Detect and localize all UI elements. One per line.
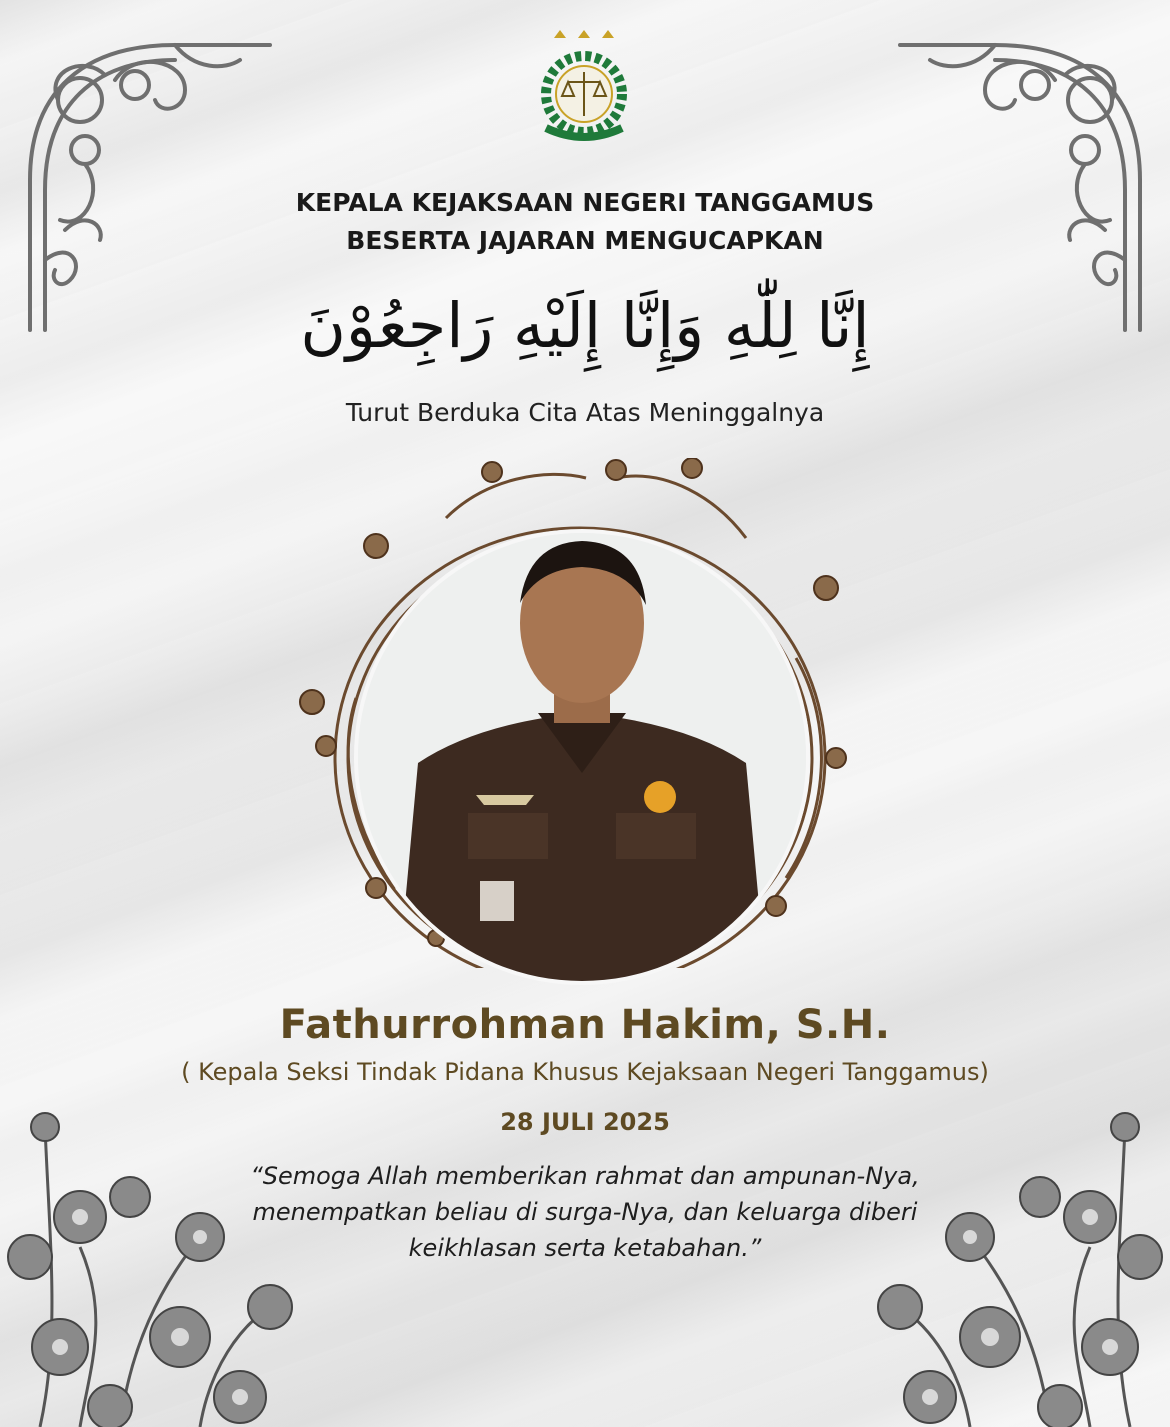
deceased-position: ( Kepala Seksi Tindak Pidana Khusus Kejaksaan Negeri Tanggamus) (181, 1058, 989, 1086)
prayer-line-1: “Semoga Allah memberikan rahmat dan ampunan-Nya, (250, 1162, 920, 1190)
arabic-istirja-phrase: إِنَّا لِلّٰهِ وَإِنَّا إِلَيْهِ رَاجِعُوْنَ (300, 289, 870, 362)
kejaksaan-emblem-icon (532, 28, 636, 146)
header-line-1: KEPALA KEJAKSAAN NEGERI TANGGAMUS (295, 188, 875, 217)
prayer-line-2: menempatkan beliau di surga-Nya, dan keluarga diberi (252, 1198, 918, 1226)
date-of-passing: 28 JULI 2025 (500, 1108, 670, 1136)
prayer-line-3: keikhlasan serta ketabahan.” (408, 1234, 762, 1262)
condolence-line: Turut Berduka Cita Atas Meninggalnya (345, 398, 825, 427)
portrait-illustration (358, 533, 806, 981)
deceased-name: Fathurrohman Hakim, S.H. (279, 1002, 891, 1048)
header-line-2: BESERTA JAJARAN MENGUCAPKAN (346, 226, 824, 255)
portrait-photo (358, 533, 806, 981)
prayer-quote (0, 1158, 1170, 1266)
